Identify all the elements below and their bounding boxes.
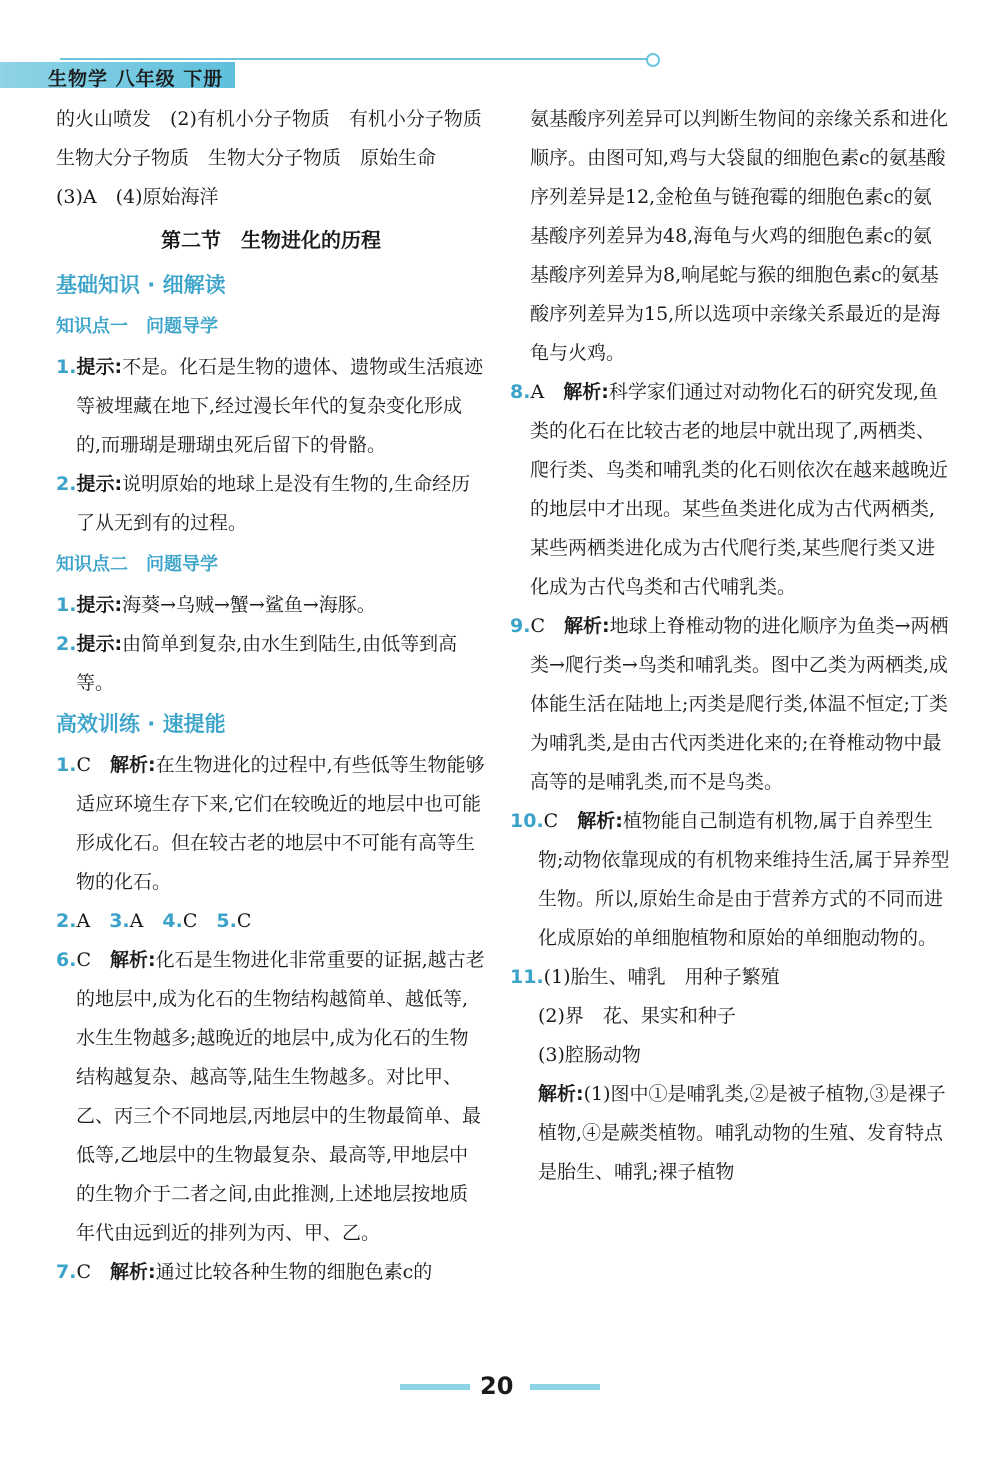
analysis-text: 地球上脊椎动物的进化顺序为鱼类→两栖类→爬行类→鸟类和哺乳类。图中乙类为两栖类,成体能生活在陆地上;丙类是爬行类,体温不恒定;丁类为哺乳类,是由古代丙类进化来的;在脊椎动物中最高等的是哺乳类,而不是鸟类。: [530, 615, 949, 793]
answer: C: [530, 615, 545, 637]
analysis-label: 解析:: [110, 1261, 156, 1283]
page-header-title: 生物学 八年级 下册: [48, 68, 224, 90]
question-number: 8.: [510, 381, 531, 403]
item-text: 海葵→乌贼→蟹→鲨鱼→海豚。: [122, 594, 376, 616]
question-number: 4.: [162, 910, 183, 932]
analysis-text: 植物能自己制造有机物,属于自养型生物;动物依靠现成的有机物来维持生活,属于异养型生物。所以,原始生命是由于营养方式的不同而进化成原始的单细胞植物和原始的单细胞动物的。: [538, 810, 950, 949]
question-number: 11.: [510, 966, 544, 988]
analysis-label: 解析:: [110, 754, 156, 776]
item-label: 提示:: [76, 594, 123, 616]
footer-deco-left: [400, 1384, 470, 1390]
questions-2-5: [56, 902, 486, 941]
analysis-label: 解析:: [564, 615, 610, 637]
item-text: 不是。化石是生物的遗体、遗物或生活痕迹等被埋藏在地下,经过漫长年代的复杂变化形成的,而珊瑚是珊瑚虫死后留下的骨骼。: [76, 356, 484, 456]
item-label: 提示:: [76, 473, 123, 495]
question-number: 9.: [510, 615, 531, 637]
analysis-label: 解析:: [538, 1083, 584, 1105]
item-number: 2.: [56, 633, 77, 655]
question-11-answer-3: (3)腔肠动物: [538, 1044, 641, 1066]
item-label: 提示:: [76, 356, 123, 378]
heading-kp2: 知识点二 问题导学: [56, 554, 218, 575]
question-number: 2.: [56, 910, 77, 932]
footer-deco-right: [530, 1384, 600, 1390]
question-11-analysis: [510, 1075, 950, 1192]
question-number: 3.: [109, 910, 130, 932]
analysis-text: 通过比较各种生物的细胞色素c的: [155, 1261, 433, 1283]
answer: C: [236, 910, 252, 932]
kp1-item-1: [56, 348, 486, 465]
kp2-item-1: [56, 586, 486, 625]
answer: C: [76, 754, 91, 776]
answer: A: [530, 381, 545, 403]
question-number: 1.: [56, 754, 77, 776]
analysis-label: 解析:: [577, 810, 623, 832]
item-number: 1.: [56, 356, 77, 378]
answer: C: [182, 910, 198, 932]
header-rule: [60, 58, 650, 60]
kp1-item-2: [56, 465, 486, 543]
question-11-answer-2: (2)界 花、果实和种子: [538, 1005, 736, 1027]
heading-train: 高效训练 · 速提能: [56, 712, 226, 736]
left-column: [56, 100, 501, 1292]
question-8: [510, 373, 950, 607]
analysis-text: 在生物进化的过程中,有些低等生物能够适应环境生存下来,它们在较晚近的地层中也可能形成化石。但在较古老的地层中不可能有高等生物的化石。: [76, 754, 485, 893]
analysis-label: 解析:: [563, 381, 609, 403]
question-number: 7.: [56, 1261, 77, 1283]
header-dot-right: [646, 53, 660, 67]
analysis-text: (1)图中①是哺乳类,②是被子植物,③是裸子植物,④是蕨类植物。哺乳动物的生殖、发育特点是胎生、哺乳;裸子植物: [538, 1083, 946, 1183]
item-text: 由简单到复杂,由水生到陆生,由低等到高等。: [76, 633, 458, 694]
question-1: [56, 746, 486, 902]
question-9: [510, 607, 950, 802]
analysis-text: 化石是生物进化非常重要的证据,越古老的地层中,成为化石的生物结构越简单、越低等,水生生物越多;越晚近的地层中,成为化石的生物结构越复杂、越高等,陆生生物越多。对比甲、乙、丙三个不同地层,丙地层中的生物最简单、最低等,乙地层中的生物最复杂、最高等,甲地层中的生物介于二者之间,由此推测,上述地层按地质年代由远到近的排列为丙、甲、乙。: [76, 949, 485, 1244]
item-number: 2.: [56, 473, 77, 495]
right-column: [510, 100, 950, 1192]
answer: A: [76, 910, 91, 932]
analysis-text: 科学家们通过对动物化石的研究发现,鱼类的化石在比较古老的地层中就出现了,两栖类、爬行类、鸟类和哺乳类的化石则依次在越来越晚近的地层中才出现。某些鱼类进化成为古代两栖类,某些两栖类进化成为古代爬行类,某些爬行类又进化成为古代鸟类和古代哺乳类。: [530, 381, 949, 598]
question-7-continued: 氨基酸序列差异可以判断生物间的亲缘关系和进化顺序。由图可知,鸡与大袋鼠的细胞色素c的氨基酸序列差异是12,金枪鱼与链孢霉的细胞色素c的氨基酸序列差异为48,海龟与火鸡的细胞色素c的氨基酸序列差异为8,响尾蛇与猴的细胞色素c的氨基酸序列差异为15,所以选项中亲缘关系最近的是海龟与火鸡。: [530, 108, 949, 364]
question-6: [56, 941, 486, 1253]
item-label: 提示:: [76, 633, 123, 655]
item-number: 1.: [56, 594, 77, 616]
analysis-label: 解析:: [110, 949, 156, 971]
question-7: [56, 1253, 486, 1292]
heading-kp1: 知识点一 问题导学: [56, 316, 218, 337]
question-number: 10.: [510, 810, 544, 832]
answer: C: [543, 810, 559, 832]
page-number: 20: [480, 1372, 514, 1400]
section-title: 第二节 生物进化的历程: [161, 228, 381, 252]
intro-text: 的火山喷发 (2)有机小分子物质 有机小分子物质 生物大分子物质 生物大分子物质 原始生命 (3)A (4)原始海洋: [56, 108, 501, 208]
question-number: 5.: [216, 910, 237, 932]
answer: C: [76, 949, 91, 971]
answer: A: [129, 910, 144, 932]
question-11-answer-1: [510, 958, 950, 997]
kp2-item-2: [56, 625, 486, 703]
answer: C: [76, 1261, 91, 1283]
heading-basic: 基础知识 · 细解读: [56, 273, 226, 297]
item-text: 说明原始的地球上是没有生物的,生命经历了从无到有的过程。: [76, 473, 471, 534]
question-10: [510, 802, 950, 958]
answer-part-1: (1)胎生、哺乳 用种子繁殖: [543, 966, 780, 988]
question-number: 6.: [56, 949, 77, 971]
